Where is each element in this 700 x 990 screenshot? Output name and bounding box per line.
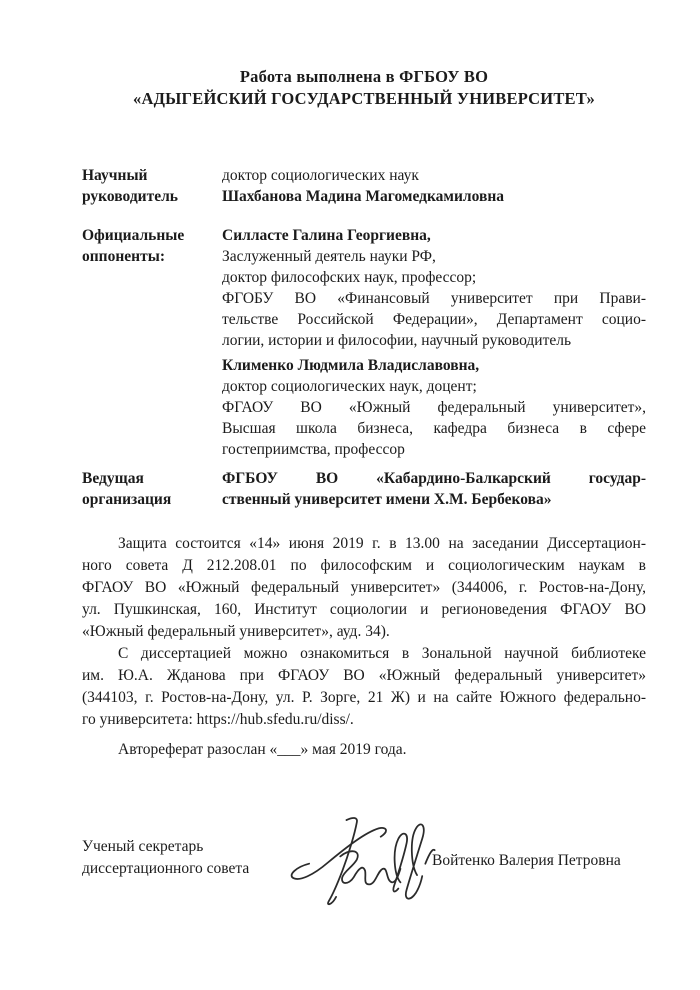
text-line: Силласте Галина Георгиевна, bbox=[222, 227, 431, 244]
secretary-title bbox=[82, 836, 249, 880]
text-line: тельстве Российской Федерации», Департамент социо- bbox=[222, 311, 646, 328]
supervisor-content bbox=[222, 165, 646, 207]
body-paragraphs bbox=[82, 533, 646, 731]
secretary-name: Войтенко Валерия Петровна bbox=[432, 852, 621, 869]
secretary-title-line2: диссертационного совета bbox=[82, 860, 250, 877]
text-line: С диссертацией можно ознакомиться в Зональной научной библиотеке bbox=[118, 645, 646, 662]
text-line: Шахбанова Мадина Магомедкамиловна bbox=[222, 188, 505, 205]
leading-org-label: Ведущая организация bbox=[82, 470, 172, 508]
text-line: доктор социологических наук, доцент; bbox=[222, 378, 477, 395]
supervisor-row bbox=[82, 165, 646, 207]
opponent-second-row bbox=[82, 355, 646, 460]
text-line: доктор философских наук, профессор; bbox=[222, 269, 477, 286]
text-line: ственный университет имени Х.М. Бербекова» bbox=[222, 491, 552, 508]
header-line2: «АДЫГЕЙСКИЙ ГОСУДАРСТВЕННЫЙ УНИВЕРСИТЕТ» bbox=[133, 89, 595, 108]
text-line: гостеприимства, профессор bbox=[222, 441, 405, 458]
opponents-row bbox=[82, 225, 646, 351]
signature-block bbox=[82, 826, 646, 956]
supervisor-label: Научный руководитель bbox=[82, 167, 178, 205]
text-line: ул. Пушкинская, 160, Институт социологии и регионоведения ФГАОУ ВО bbox=[82, 601, 646, 618]
defense-paragraph bbox=[82, 533, 646, 643]
handwritten-signature-icon bbox=[278, 804, 444, 914]
text-line: ФГАОУ ВО «Южный федеральный университет», bbox=[222, 399, 646, 416]
text-line: Защита состоится «14» июня 2019 г. в 13.00 на заседании Диссертацион- bbox=[118, 535, 646, 552]
text-line: го университета: https://hub.sfedu.ru/diss/. bbox=[82, 711, 354, 728]
text-line: доктор социологических наук bbox=[222, 167, 419, 184]
leading-org-row bbox=[82, 468, 646, 510]
secretary-title-line1: Ученый секретарь bbox=[82, 838, 204, 855]
opponents-label-empty bbox=[82, 355, 222, 460]
opponent-second bbox=[222, 355, 646, 460]
opponent-first bbox=[222, 225, 646, 351]
abstract-mailed-line: Автореферат разослан «___» мая 2019 года. bbox=[118, 741, 407, 758]
text-line: ного совета Д 212.208.01 по философским и социологическим наукам в bbox=[82, 557, 646, 574]
text-line: логии, истории и философии, научный руководитель bbox=[222, 332, 572, 349]
text-line: ФГАОУ ВО «Южный федеральный университет» (344006, г. Ростов-на-Дону, bbox=[82, 579, 646, 596]
library-paragraph bbox=[82, 643, 646, 731]
text-line: Высшая школа бизнеса, кафедра бизнеса в сфере bbox=[222, 420, 646, 437]
page-content bbox=[0, 66, 700, 956]
text-line: «Южный федеральный университет», ауд. 34). bbox=[82, 623, 390, 640]
text-line: ФГБОУ ВО «Кабардино-Балкарский государ- bbox=[222, 470, 646, 487]
leading-org-content bbox=[222, 468, 646, 510]
header-line1: Работа выполнена в ФГБОУ ВО bbox=[239, 67, 489, 86]
text-line: (344103, г. Ростов-на-Дону, ул. Р. Зорге, 21 Ж) и на сайте Южного федерально- bbox=[82, 689, 646, 706]
text-line: Клименко Людмила Владиславовна, bbox=[222, 357, 480, 374]
text-line: Заслуженный деятель науки РФ, bbox=[222, 248, 436, 265]
header bbox=[82, 66, 646, 110]
opponents-label: Официальные оппоненты: bbox=[82, 227, 185, 265]
text-line: ФГОБУ ВО «Финансовый университет при Прави- bbox=[222, 290, 646, 307]
text-line: им. Ю.А. Жданова при ФГАОУ ВО «Южный федеральный университет» bbox=[82, 667, 646, 684]
